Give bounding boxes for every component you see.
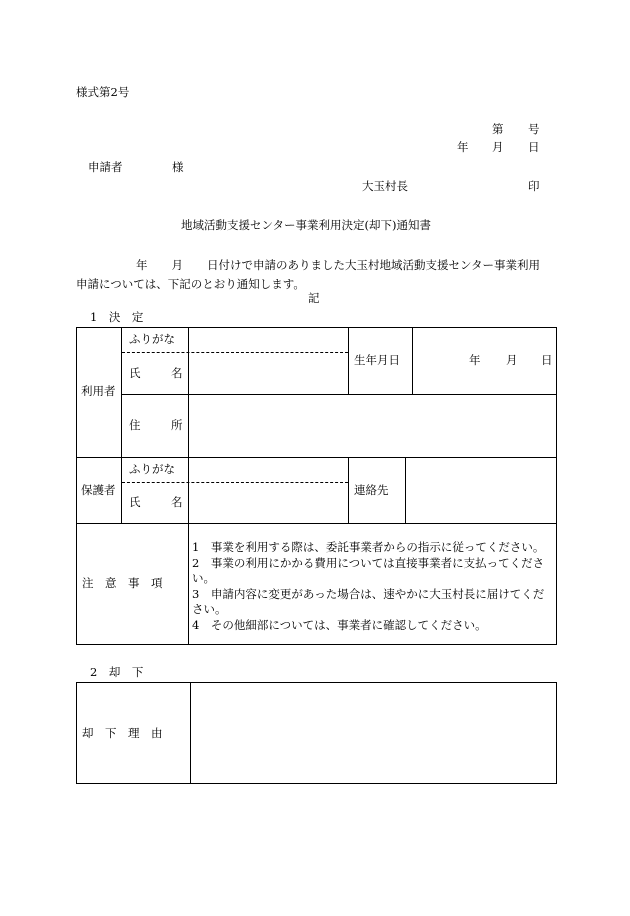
contact-label: 連絡先 <box>354 483 389 497</box>
guardian-label: 保護者 <box>81 483 116 497</box>
body-line2: 申請については、下記のとおり通知します。 <box>76 277 305 291</box>
notes-list <box>192 540 554 633</box>
document-title: 地域活動支援センター事業利用決定(却下)通知書 <box>181 218 432 232</box>
applicant-sama: 様 <box>172 160 184 174</box>
rejection-divider <box>190 682 191 784</box>
birth-day: 日 <box>541 353 553 367</box>
birth-month: 月 <box>506 353 518 367</box>
guardian-furigana-divider <box>122 482 348 483</box>
applicant-label: 申請者 <box>88 160 123 174</box>
guardian-furigana-label: ふりがな <box>129 462 175 476</box>
birth-right-divider <box>412 327 413 394</box>
user-label: 利用者 <box>81 384 116 398</box>
guardian-name-mei: 名 <box>171 495 183 509</box>
notes-label: 注 意 事 項 <box>82 576 163 590</box>
date-day: 日 <box>528 140 540 154</box>
contact-left-divider <box>348 457 349 523</box>
address-sho: 所 <box>171 418 183 432</box>
body-paragraph <box>76 256 556 294</box>
rejection-reason-label: 却 下 理 由 <box>82 726 163 740</box>
furigana-divider <box>122 352 348 353</box>
contact-right-divider <box>405 457 406 523</box>
date-year: 年 <box>457 140 469 154</box>
section2-heading: 2 却 下 <box>90 665 144 679</box>
notes-divider <box>188 523 189 645</box>
issuer-seal: 印 <box>528 179 540 193</box>
birth-left-divider <box>348 327 349 394</box>
note-item: 1 事業を利用する際は、委託事業者からの指示に従ってください。 <box>192 540 545 554</box>
furigana-column-divider <box>188 327 189 523</box>
section1-heading: 1 決 定 <box>90 310 144 324</box>
guardian-notes-divider <box>76 523 557 524</box>
user-name-mei: 名 <box>171 366 183 380</box>
ki-label: 記 <box>308 291 320 305</box>
body-date-year: 年 <box>136 258 148 272</box>
user-furigana-label: ふりがな <box>129 332 175 346</box>
note-item: 3 申請内容に変更があった場合は、速やかに大玉村長に届けてください。 <box>192 586 545 616</box>
body-line1: 日付けで申請のありました大玉村地域活動支援センター事業利用 <box>207 258 541 272</box>
doc-number-go: 号 <box>528 122 540 136</box>
form-number: 様式第2号 <box>76 85 130 99</box>
body-date-month: 月 <box>171 258 183 272</box>
birth-label: 生年月日 <box>354 353 400 367</box>
user-name-shi: 氏 <box>129 366 141 380</box>
label-column-divider <box>121 327 122 523</box>
doc-number-dai: 第 <box>492 122 504 136</box>
note-item: 2 事業の利用にかかる費用については直接事業者に支払ってください。 <box>192 555 545 585</box>
note-item: 4 その他細部については、事業者に確認してください。 <box>192 617 487 632</box>
date-month: 月 <box>492 140 504 154</box>
birth-year: 年 <box>469 353 481 367</box>
guardian-name-shi: 氏 <box>129 495 141 509</box>
user-guardian-divider <box>76 457 557 458</box>
address-ju: 住 <box>129 418 141 432</box>
issuer-title: 大玉村長 <box>362 179 408 193</box>
